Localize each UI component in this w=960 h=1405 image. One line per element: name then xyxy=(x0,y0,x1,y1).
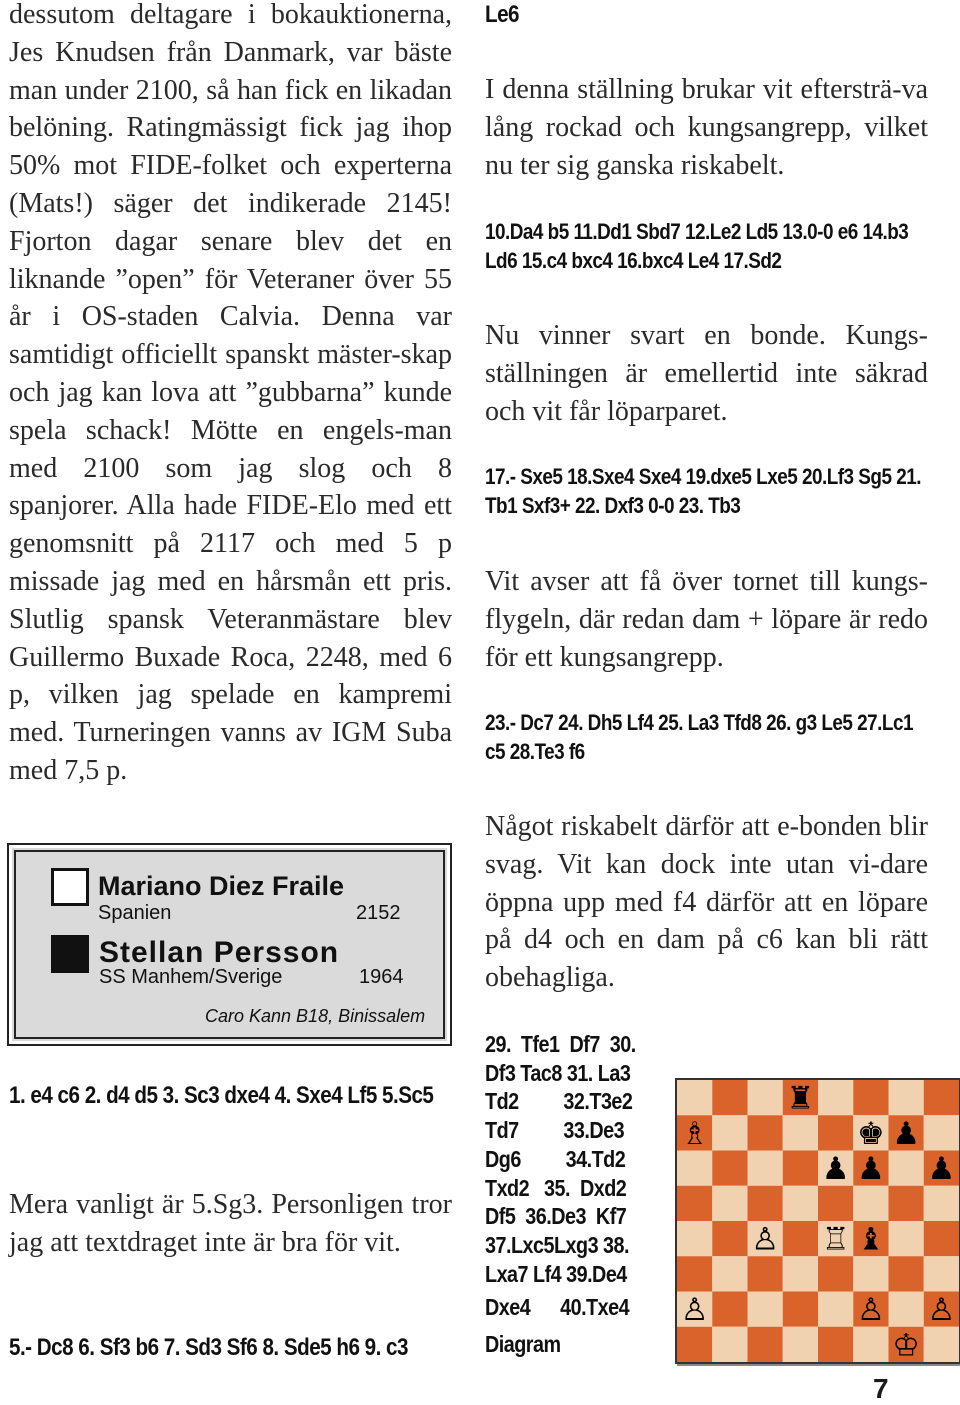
board-square xyxy=(677,1186,712,1221)
board-square xyxy=(853,1256,888,1291)
board-square xyxy=(783,1151,818,1186)
board-square xyxy=(677,1221,712,1256)
moves-line: Td7 33.De3 xyxy=(485,1117,625,1144)
board-square xyxy=(677,1327,712,1362)
black-player-club: SS Manhem/Sverige xyxy=(99,966,283,988)
white-player-name: Mariano Diez Fraile xyxy=(98,871,345,901)
black-pawn-icon: ♟ xyxy=(927,1151,956,1188)
moves-block-2 xyxy=(9,1333,452,1362)
board-square xyxy=(818,1256,853,1291)
moves-line: Df5 36.De3 Kf7 xyxy=(485,1203,627,1230)
board-square xyxy=(712,1256,747,1291)
board-square xyxy=(889,1221,924,1256)
board-square xyxy=(712,1327,747,1362)
board-square xyxy=(889,1151,924,1186)
page-number: 7 xyxy=(873,1373,889,1404)
moves-line: 37.Lxc5Lxg3 38. xyxy=(485,1231,630,1258)
board-square xyxy=(748,1115,783,1150)
black-rook-icon: ♜ xyxy=(786,1080,815,1117)
moves-block-4 xyxy=(485,462,928,520)
moves-text-5: 23.- Dc7 24. Dh5 Lf4 25. La3 Tfd8 26. g3 Le5 27.Lc1 c5 28.Te3 f6 xyxy=(485,710,913,764)
white-pawn-icon: ♙ xyxy=(856,1292,885,1329)
right-paragraph-1-text: I denna ställning brukar vit eftersträ-va lång rockad och kungsangrepp, vilket nu ter sig ganska riskabelt. xyxy=(485,74,928,181)
moves-block-3 xyxy=(485,217,928,275)
paragraph-block-2 xyxy=(9,1186,452,1262)
board-square xyxy=(712,1151,747,1186)
black-bishop-icon: ♝ xyxy=(856,1221,885,1258)
board-square xyxy=(712,1292,747,1327)
board-square xyxy=(818,1080,853,1115)
chess-diagram xyxy=(675,1078,960,1364)
article-paragraph-1: dessutom deltagare i bokauktionerna, Jes Knudsen från Danmark, var bäste man under 2100, så han fick en likadan belöning. Ratingmässigt fick jag ihop 50% mot FIDE-folket och experterna (Mats!) säger det indikerade 2145! Fjorton dagar senare blev det en liknande ”open” för Veteraner över 55 år i OS-staden Calvia. Denna var samtidigt officiellt spanskt mäster-skap och jag kan lova att ”gubbarna” kunde spela schack! Mötte en engels-man med 2100 som jag slog och 8 spanjorer. Alla hade FIDE-Elo med ett genomsnitt på 2117 och med 5 p missade jag med en hårsmån ett pris. Slutlig spansk Veteranmästare blev Guillermo Buxade Roca, 2248, med 6 p, vilken jag spelade en kampremi med. Turneringen vanns av IGM Suba med 7,5 p. xyxy=(9,0,452,786)
board-square xyxy=(853,1327,888,1362)
moves-top-text: Le6 xyxy=(485,1,520,28)
white-player-rating: 2152 xyxy=(356,902,401,924)
board-square xyxy=(783,1256,818,1291)
opening-label: Caro Kann B18, Binissalem xyxy=(205,1006,426,1026)
board-square xyxy=(924,1256,959,1291)
black-pawn-icon: ♟ xyxy=(856,1151,885,1188)
moves-line: Td2 32.T3e2 xyxy=(485,1088,633,1115)
right-paragraph-4 xyxy=(485,808,928,997)
board-square xyxy=(783,1221,818,1256)
right-paragraph-2-text: Nu vinner svart en bonde. Kungs-ställningen är emellertid inte säkrad och vit får löparparet. xyxy=(485,320,928,427)
moves-line: Dxe4 40.Txe4 xyxy=(485,1294,630,1321)
black-player-rating: 1964 xyxy=(359,966,404,988)
moves-line: Df3 Tac8 31. La3 xyxy=(485,1059,631,1086)
white-square-icon xyxy=(51,868,89,906)
board-square xyxy=(818,1115,853,1150)
board-square xyxy=(818,1292,853,1327)
white-pawn-icon: ♙ xyxy=(927,1292,956,1329)
board-square xyxy=(783,1327,818,1362)
black-king-icon: ♚ xyxy=(856,1115,885,1152)
black-pawn-icon: ♟ xyxy=(892,1115,921,1152)
board-square xyxy=(889,1292,924,1327)
white-player-country: Spanien xyxy=(98,902,172,924)
board-square xyxy=(818,1327,853,1362)
board-square xyxy=(748,1256,783,1291)
board-square xyxy=(783,1292,818,1327)
board-square xyxy=(677,1080,712,1115)
black-square-icon xyxy=(51,935,89,973)
board-square xyxy=(748,1186,783,1221)
board-square xyxy=(924,1115,959,1150)
moves-block-5 xyxy=(485,708,928,766)
right-paragraph-1 xyxy=(485,71,928,184)
board-square xyxy=(677,1151,712,1186)
moves-line: 29. Tfe1 Df7 30. xyxy=(485,1031,636,1057)
board-square xyxy=(924,1221,959,1256)
board-square xyxy=(889,1186,924,1221)
moves-text-2: 5.- Dc8 6. Sf3 b6 7. Sd3 Sf6 8. Sde5 h6 9. c3 xyxy=(9,1334,408,1361)
board-square xyxy=(783,1115,818,1150)
board-square xyxy=(748,1292,783,1327)
board-square xyxy=(818,1186,853,1221)
moves-line: Txd2 35. Dxd2 xyxy=(485,1174,627,1201)
board-square xyxy=(853,1080,888,1115)
board-square xyxy=(924,1080,959,1115)
board-square xyxy=(748,1080,783,1115)
right-paragraph-3-text: Vit avser att få över tornet till kungs-flygeln, där redan dam + löpare är redo för ett kungsangrepp. xyxy=(485,566,928,673)
white-king-icon: ♔ xyxy=(892,1327,921,1362)
article-paragraph-2: Mera vanligt är 5.Sg3. Personligen tror jag att textdraget inte är bra för vit. xyxy=(9,1189,452,1258)
right-paragraph-3 xyxy=(485,563,928,676)
black-player-name: Stellan Persson xyxy=(99,936,340,969)
white-pawn-icon: ♙ xyxy=(680,1292,709,1329)
board-square xyxy=(924,1186,959,1221)
white-pawn-icon: ♙ xyxy=(751,1221,780,1258)
board-square xyxy=(748,1151,783,1186)
diagram-label: Diagram xyxy=(485,1331,561,1358)
white-bishop-icon: ♗ xyxy=(680,1115,709,1152)
board-square xyxy=(712,1080,747,1115)
right-paragraph-2 xyxy=(485,317,928,430)
moves-line: Lxa7 Lf4 39.De4 xyxy=(485,1260,627,1287)
moves-text-4: 17.- Sxe5 18.Sxe4 Sxe4 19.dxe5 Lxe5 20.Lf3 Sg5 21. Tb1 Sxf3+ 22. Dxf3 0-0 23. Tb3 xyxy=(485,464,921,518)
board-square xyxy=(748,1327,783,1362)
board-square xyxy=(712,1115,747,1150)
moves-text-3: 10.Da4 b5 11.Dd1 Sbd7 12.Le2 Ld5 13.0-0 e6 14.b3 Ld6 15.c4 bxc4 16.bxc4 Le4 17.Sd2 xyxy=(485,219,909,273)
board-square xyxy=(677,1256,712,1291)
moves-block-6 xyxy=(485,1030,665,1362)
black-pawn-icon: ♟ xyxy=(821,1151,850,1188)
board-square xyxy=(924,1327,959,1362)
chess-board-svg xyxy=(677,1080,959,1362)
board-square xyxy=(783,1186,818,1221)
white-rook-icon: ♖ xyxy=(821,1221,850,1258)
right-paragraph-4-text: Något riskabelt därför att e-bonden blir svag. Vit kan dock inte utan vi-dare öppna upp med f4 därför att en löpare på d4 och en dam på c6 kan bli rätt obehagliga. xyxy=(485,811,928,994)
board-square xyxy=(889,1080,924,1115)
board-square xyxy=(853,1186,888,1221)
board-square xyxy=(712,1221,747,1256)
board-square xyxy=(889,1256,924,1291)
board-square xyxy=(712,1186,747,1221)
moves-top-block xyxy=(485,0,525,29)
moves-block-1 xyxy=(9,1077,452,1115)
moves-text-1: 1. e4 c6 2. d4 d5 3. Sc3 dxe4 4. Sxe4 Lf5 5.Sc5 xyxy=(9,1082,434,1109)
moves-line: Dg6 34.Td2 xyxy=(485,1145,626,1172)
